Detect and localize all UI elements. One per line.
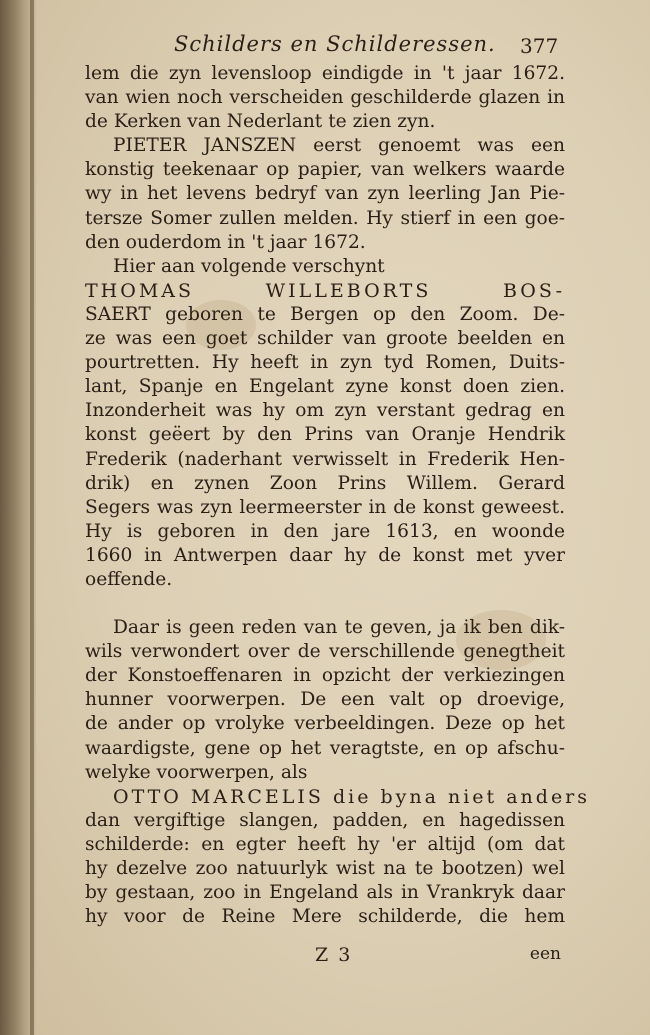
text-line: lem die zyn levensloop eindigde in 't jaar 1672. bbox=[85, 63, 565, 84]
text-line: der Konstoeffenaren in opzicht der verkiezingen bbox=[85, 665, 565, 687]
text-line: Hier aan volgende verschynt bbox=[113, 255, 385, 277]
text-line: ze was een goet schilder van groote beelden en bbox=[85, 328, 565, 350]
text-line: Frederik (naderhant verwisselt in Frederik Hen- bbox=[85, 448, 565, 470]
text-line: Segers was zyn leermeerster in de konst geweest. bbox=[85, 496, 565, 518]
text-line: de ander op vrolyke verbeeldingen. Deze op het bbox=[85, 713, 565, 735]
text-line: van wien noch verscheiden geschilderde glazen in bbox=[85, 87, 565, 109]
text-line: wy in het levens bedryf van zyn leerling Jan Pie- bbox=[85, 183, 565, 205]
page-number: 377 bbox=[520, 34, 559, 58]
text-line: Hy is geboren in den jare 1613, en woonde bbox=[85, 520, 565, 542]
text-line: den ouderdom in 't jaar 1672. bbox=[85, 231, 366, 253]
text-line: waardigste, gene op het veragtste, en op afschu- bbox=[85, 737, 565, 759]
spine-edge bbox=[30, 0, 34, 1035]
book-page bbox=[36, 0, 650, 1035]
text-line: oeffende. bbox=[85, 568, 173, 590]
text-line: OTTO MARCELIS die byna niet anders bbox=[113, 785, 591, 808]
text-line: de Kerken van Nederlant te zien zyn. bbox=[85, 111, 436, 133]
text-line: hy voor de Reine Mere schilderde, die hem bbox=[85, 906, 565, 928]
paragraph-gap bbox=[85, 592, 565, 616]
text-line: hy dezelve zoo natuurlyk wist na te bootzen) wel bbox=[85, 858, 565, 879]
text-line: lant, Spanje en Engelant zyne konst doen zien. bbox=[85, 376, 565, 398]
text-line: 1660 in Antwerpen daar hy de konst met yver bbox=[85, 544, 565, 566]
catchword: een bbox=[529, 944, 561, 964]
text-line: konstig teekenaar op papier, van welkers waarde bbox=[85, 159, 565, 181]
text-line: Daar is geen reden van te geven, ja ik ben dik- bbox=[113, 617, 565, 639]
text-line: konst geëert by den Prins van Oranje Hendrik bbox=[85, 424, 565, 446]
text-line: dan vergiftige slangen, padden, en hagedissen bbox=[85, 809, 565, 831]
text-line: hunner voorwerpen. De een valt op droevige, bbox=[85, 689, 565, 711]
text-line: schilderde: en egter heeft hy 'er altijd (om dat bbox=[85, 833, 565, 855]
text-line: by gestaan, zoo in Engeland als in Vrankryk daar bbox=[85, 882, 565, 904]
page-footer bbox=[85, 944, 565, 968]
running-head: Schilders en Schilderessen. bbox=[174, 32, 496, 56]
text-line: SAERT geboren te Bergen op den Zoom. De- bbox=[85, 303, 565, 325]
signature-mark: Z 3 bbox=[315, 944, 353, 966]
text-line: wils verwondert over de verschillende genegtheit bbox=[85, 641, 565, 663]
page-text bbox=[85, 62, 591, 929]
text-line: welyke voorwerpen, als bbox=[85, 761, 308, 783]
text-line: tersze Somer zullen melden. Hy stierf in een goe- bbox=[85, 207, 565, 229]
text-line: THOMAS WILLEBORTS BOS- bbox=[85, 279, 565, 302]
text-line: PIETER JANSZEN eerst genoemt was een bbox=[113, 135, 565, 157]
text-line: Inzonderheit was hy om zyn verstant gedrag en bbox=[85, 400, 565, 422]
text-line: pourtretten. Hy heeft in zyn tyd Romen, Duits- bbox=[85, 352, 565, 374]
text-line: drik) en zynen Zoon Prins Willem. Gerard bbox=[85, 472, 565, 494]
